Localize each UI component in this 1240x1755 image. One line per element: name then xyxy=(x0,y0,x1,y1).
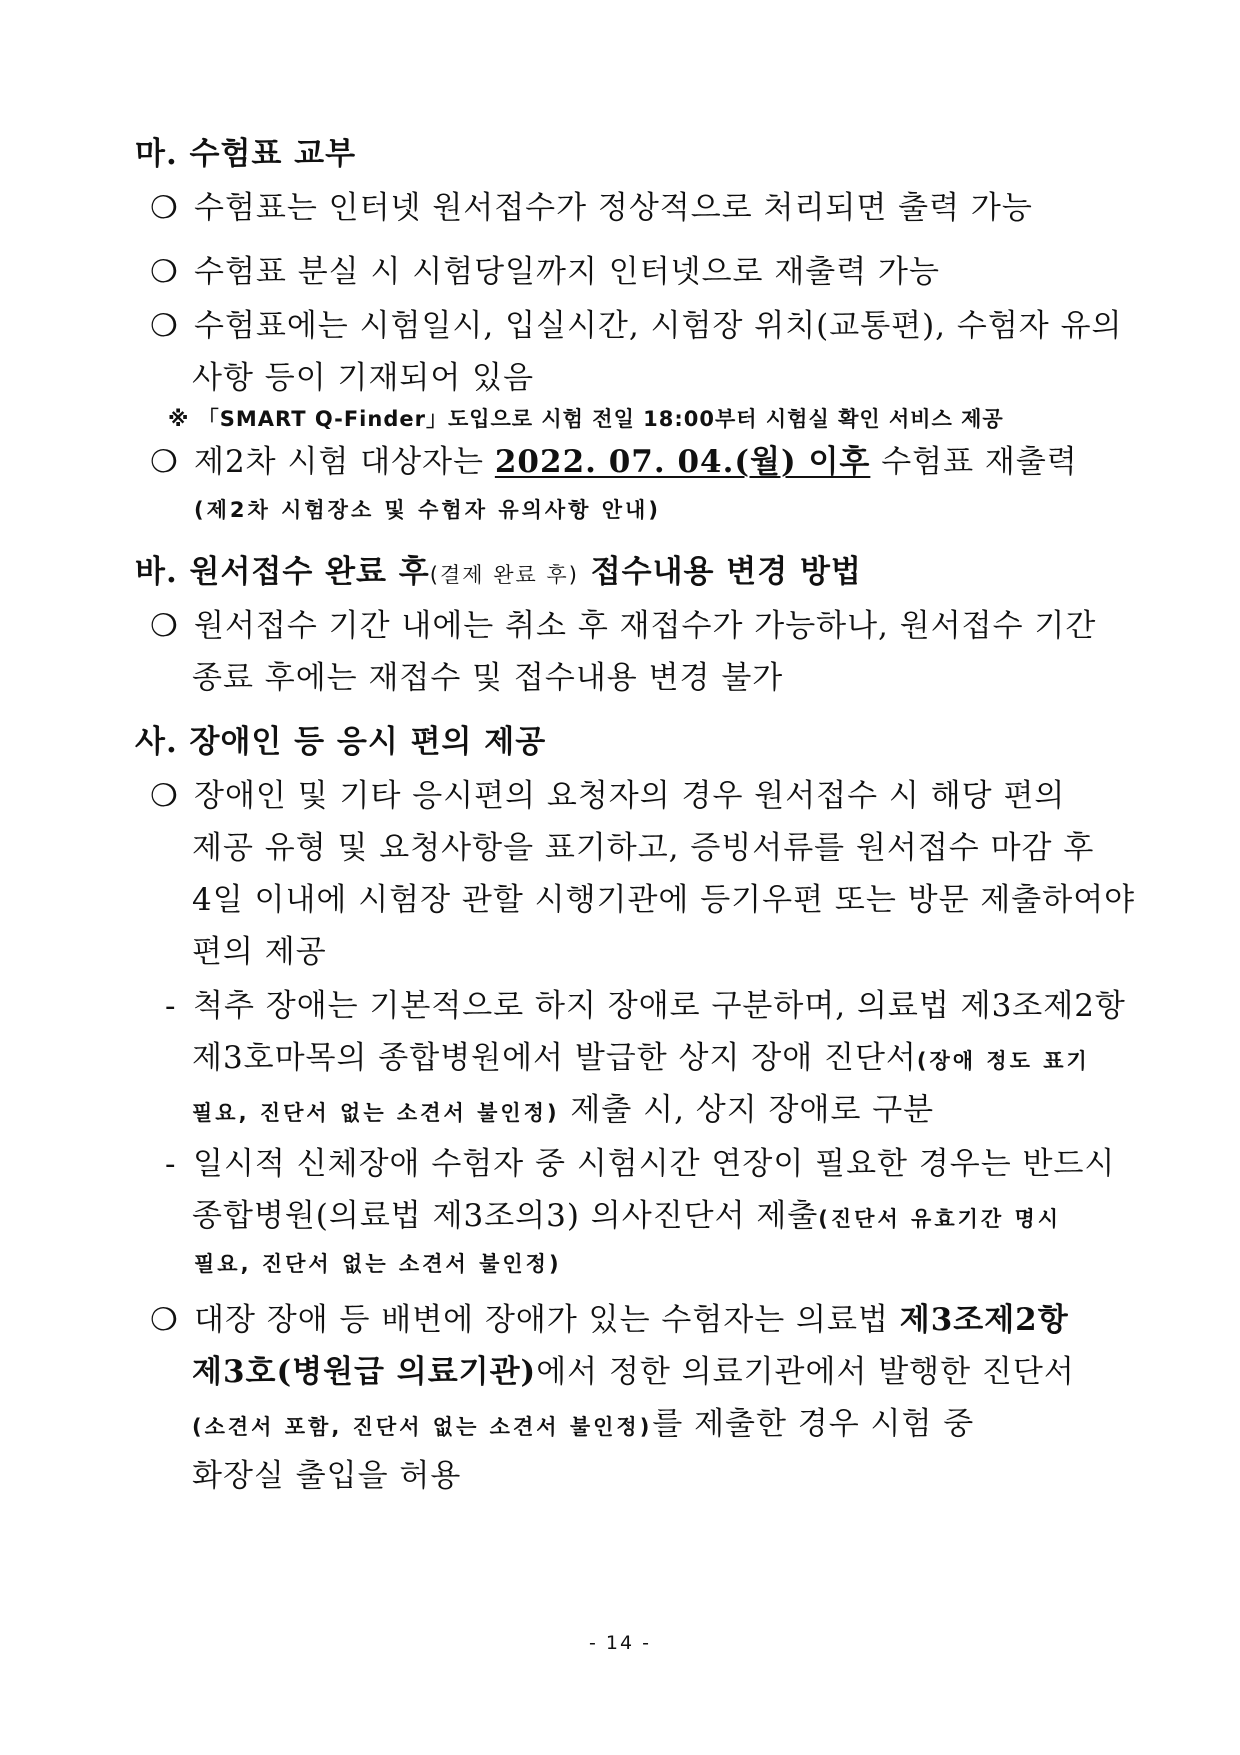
bullet-continuation: 제3호(병원급 의료기관)에서 정한 의료기관에서 발행한 진단서 xyxy=(192,1354,1075,1390)
dash-item: - 일시적 신체장애 수험자 중 시험시간 연장이 필요한 경우는 반드시 xyxy=(165,1146,1116,1182)
bullet-item: ❍ 원서접수 기간 내에는 취소 후 재접수가 가능하나, 원서접수 기간 xyxy=(150,608,1097,644)
bullet-continuation: 종료 후에는 재접수 및 접수내용 변경 불가 xyxy=(192,660,784,696)
dash-item: - 척추 장애는 기본적으로 하지 장애로 구분하며, 의료법 제3조제2항 xyxy=(165,988,1126,1024)
dash-marker: - xyxy=(165,1146,177,1182)
circle-bullet-icon: ❍ xyxy=(150,308,179,344)
dash-continuation: 종합병원(의료법 제3조의3) 의사진단서 제출(진단서 유효기간 명시 xyxy=(192,1198,1062,1234)
bullet-continuation: 4일 이내에 시험장 관할 시행기관에 등기우편 또는 방문 제출하여야 xyxy=(192,882,1136,918)
bullet-continuation: 화장실 출입을 허용 xyxy=(192,1458,462,1494)
circle-bullet-icon: ❍ xyxy=(150,444,179,480)
section-heading-ba: 바. 원서접수 완료 후(결제 완료 후) 접수내용 변경 방법 xyxy=(135,554,862,590)
page-number: - 14 - xyxy=(589,1632,651,1654)
reissue-date: 2022. 07. 04.(월) 이후 xyxy=(494,444,871,480)
circle-bullet-icon: ❍ xyxy=(150,608,179,644)
bullet-subnote: (제2차 시험장소 및 수험자 유의사항 안내) xyxy=(194,498,661,522)
dash-continuation: 필요, 진단서 없는 소견서 불인정) xyxy=(194,1252,562,1276)
bullet-item: ❍ 수험표 분실 시 시험당일까지 인터넷으로 재출력 가능 xyxy=(150,254,940,290)
bullet-item: ❍ 제2차 시험 대상자는 2022. 07. 04.(월) 이후 수험표 재출력 xyxy=(150,444,1078,480)
section-heading-ma: 마. 수험표 교부 xyxy=(135,136,357,172)
bullet-continuation: 편의 제공 xyxy=(192,934,327,970)
bullet-item: ❍ 대장 장애 등 배변에 장애가 있는 수험자는 의료법 제3조제2항 xyxy=(150,1302,1069,1338)
section-heading-sa: 사. 장애인 등 응시 편의 제공 xyxy=(135,724,547,760)
circle-bullet-icon: ❍ xyxy=(150,190,179,226)
bullet-item: ❍ 수험표에는 시험일시, 입실시간, 시험장 위치(교통편), 수험자 유의 xyxy=(150,308,1123,344)
bullet-item: ❍ 수험표는 인터넷 원서접수가 정상적으로 처리되면 출력 가능 xyxy=(150,190,1033,226)
bullet-continuation: (소견서 포함, 진단서 없는 소견서 불인정)를 제출한 경우 시험 중 xyxy=(192,1406,975,1442)
circle-bullet-icon: ❍ xyxy=(150,1302,179,1338)
circle-bullet-icon: ❍ xyxy=(150,778,179,814)
dash-marker: - xyxy=(165,988,177,1024)
bullet-item: ❍ 장애인 및 기타 응시편의 요청자의 경우 원서접수 시 해당 편의 xyxy=(150,778,1066,814)
dash-continuation: 제3호마목의 종합병원에서 발급한 상지 장애 진단서(장애 정도 표기 xyxy=(192,1040,1090,1076)
reference-note: ※ 「SMART Q-Finder」도입으로 시험 전일 18:00부터 시험실 확인 서비스 제공 xyxy=(168,407,1004,431)
bullet-continuation: 사항 등이 기재되어 있음 xyxy=(192,360,535,396)
bullet-continuation: 제공 유형 및 요청사항을 표기하고, 증빙서류를 원서접수 마감 후 xyxy=(192,830,1095,866)
dash-continuation: 필요, 진단서 없는 소견서 불인정) 제출 시, 상지 장애로 구분 xyxy=(192,1092,935,1128)
circle-bullet-icon: ❍ xyxy=(150,254,179,290)
